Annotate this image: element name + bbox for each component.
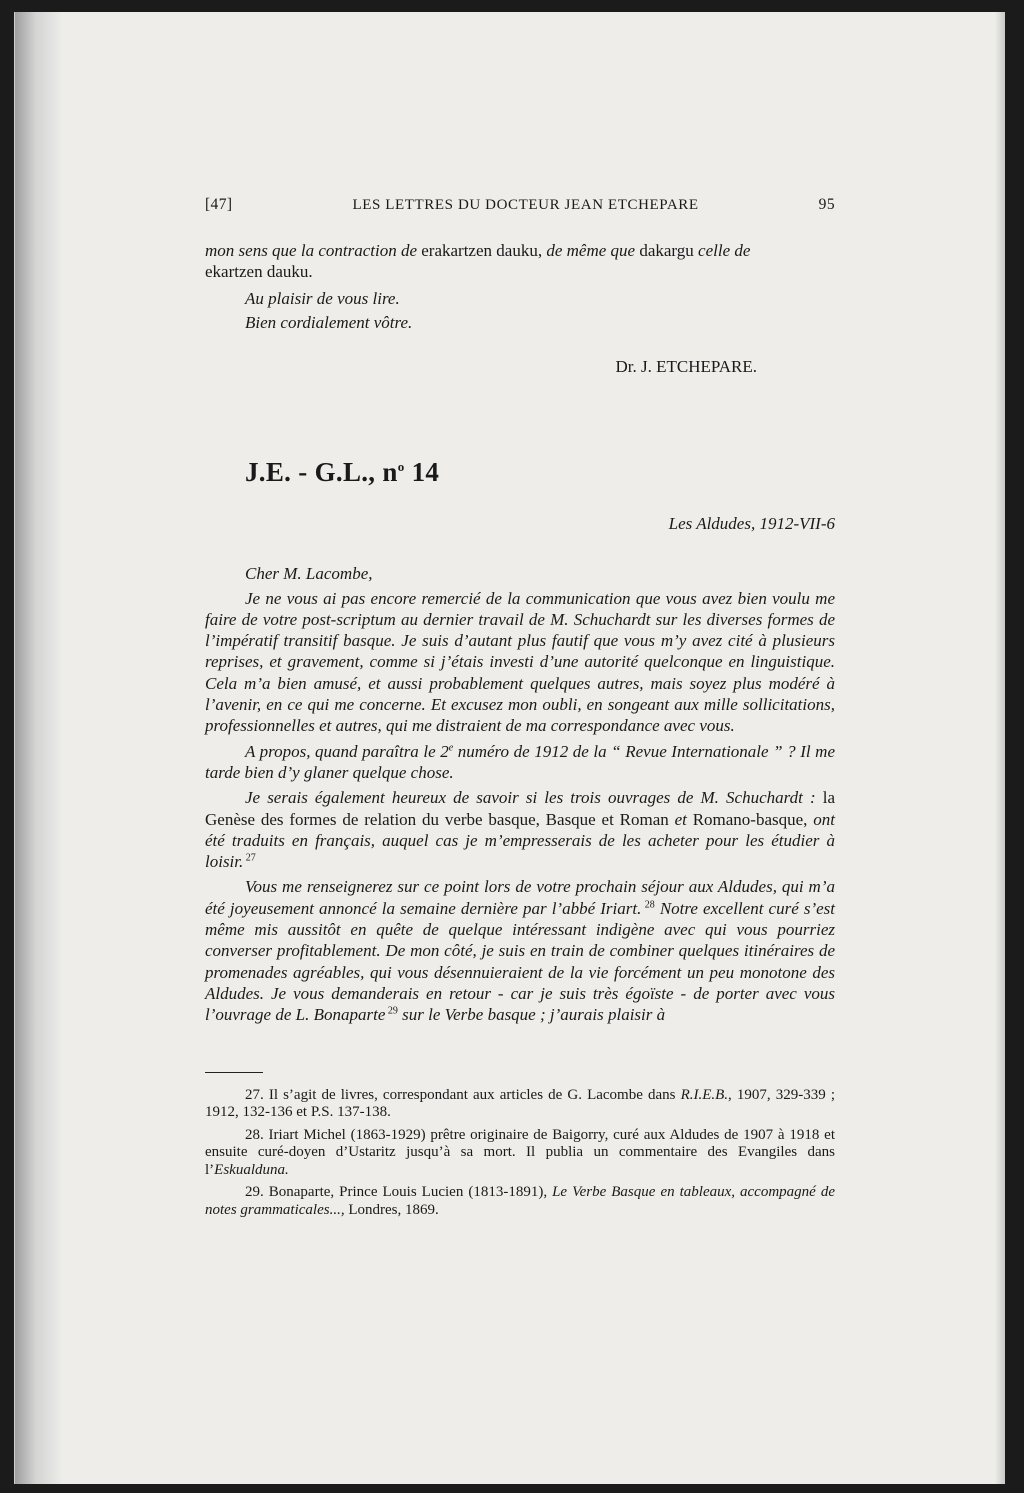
prev-letter-ending: mon sens que la contraction de erakartzen dauku, de même que dakargu celle de ekartzen dauku. xyxy=(205,241,751,282)
page-content xyxy=(205,196,835,1224)
salutation: Cher M. Lacombe, xyxy=(245,563,373,583)
letter-paragraph-4: Vous me renseignerez sur ce point lors de votre prochain séjour aux Aldudes, qui m’a été joyeusement annoncé la semaine dernière par l’abbé Iriart. $^{28}$ Notre excellent curé s’est même mis aussitôt en quête de quelque intéressant indigène avec qui vous pourriez converser profitablement. De mon côté, je suis en train de combiner quelques itinéraires de promenades agréables, qui vous désennuieraient de la vie forcément un peu monotone des Aldudes. Je vous demanderais en retour - car je suis très égoïste - de porter avec vous l’ouvrage de L. Bonaparte $^{29}$ sur le Verbe basque ; j’aurais plaisir à xyxy=(205,877,836,1025)
letter-paragraph-1: Je ne vous ai pas encore remercié de la communication que vous avez bien voulu me faire de votre post-scriptum au dernier travail de M. Schuchardt sur les diverses formes de l’impératif transitif basque. Je suis d’autant plus fautif que vous m’y avez cité à plusieurs reprises, et gravement, comme si j’étais investi d’une autorité quelconque en linguistique. Cela m’a bien amusé, et aussi probablement quelques autres, mais soyez plus modéré à l’avenir, en ce qui me concerne. Et excusez mon oubli, en songeant aux mille sollicitations, professionnelles et autres, qui me distraient de ma correspondance avec vous. xyxy=(205,588,835,736)
footnote-29: 29. Bonaparte, Prince Louis Lucien (1813-1891), Le Verbe Basque en tableaux, accompagné de notes grammaticales..., Londres, 1869. xyxy=(205,1184,835,1218)
running-header xyxy=(205,196,835,214)
footnote-rule xyxy=(205,1072,263,1073)
closing-line-2: Bien cordialement vôtre. xyxy=(245,312,413,332)
page-gutter xyxy=(15,12,61,1484)
page-number: 95 xyxy=(818,196,835,213)
running-title: LES LETTRES DU DOCTEUR JEAN ETCHEPARE xyxy=(352,197,699,213)
signature: Dr. J. ETCHEPARE. xyxy=(615,356,757,376)
letter-dateline: Les Aldudes, 1912-VII-6 xyxy=(668,513,835,533)
footnote-28: 28. Iriart Michel (1863-1929) prêtre originaire de Baigorry, curé aux Aldudes de 1907 à 1918 et ensuite curé-doyen d’Ustaritz jusqu’à sa mort. Il publia un commentaire des Evangiles dans l’Eskualduna. xyxy=(205,1126,835,1178)
book-page xyxy=(14,12,1005,1484)
letter-paragraph-2: A propos, quand paraîtra le 2e numéro de 1912 de la “ Revue Internationale ” ? Il me tarde bien d’y glaner quelque chose. xyxy=(205,741,835,782)
page-ref: [47] xyxy=(205,196,233,213)
closing-line-1: Au plaisir de vous lire. xyxy=(245,288,400,308)
page-edge xyxy=(995,12,1005,1484)
footnote-27: 27. Il s’agit de livres, correspondant aux articles de G. Lacombe dans R.I.E.B., 1907, 329-339 ; 1912, 132-136 et P.S. 137-138. xyxy=(205,1086,835,1121)
letter-heading: J.E. - G.L., $n^o$ 14 xyxy=(245,456,440,487)
letter-paragraph-3: Je serais également heureux de savoir si les trois ouvrages de M. Schuchardt : la Genèse des formes de relation du verbe basque, Basque et Roman et Romano-basque, ont été traduits en français, auquel cas je m’empresserais de les acheter pour les étudier à loisir. $^{27}$ xyxy=(205,788,835,872)
